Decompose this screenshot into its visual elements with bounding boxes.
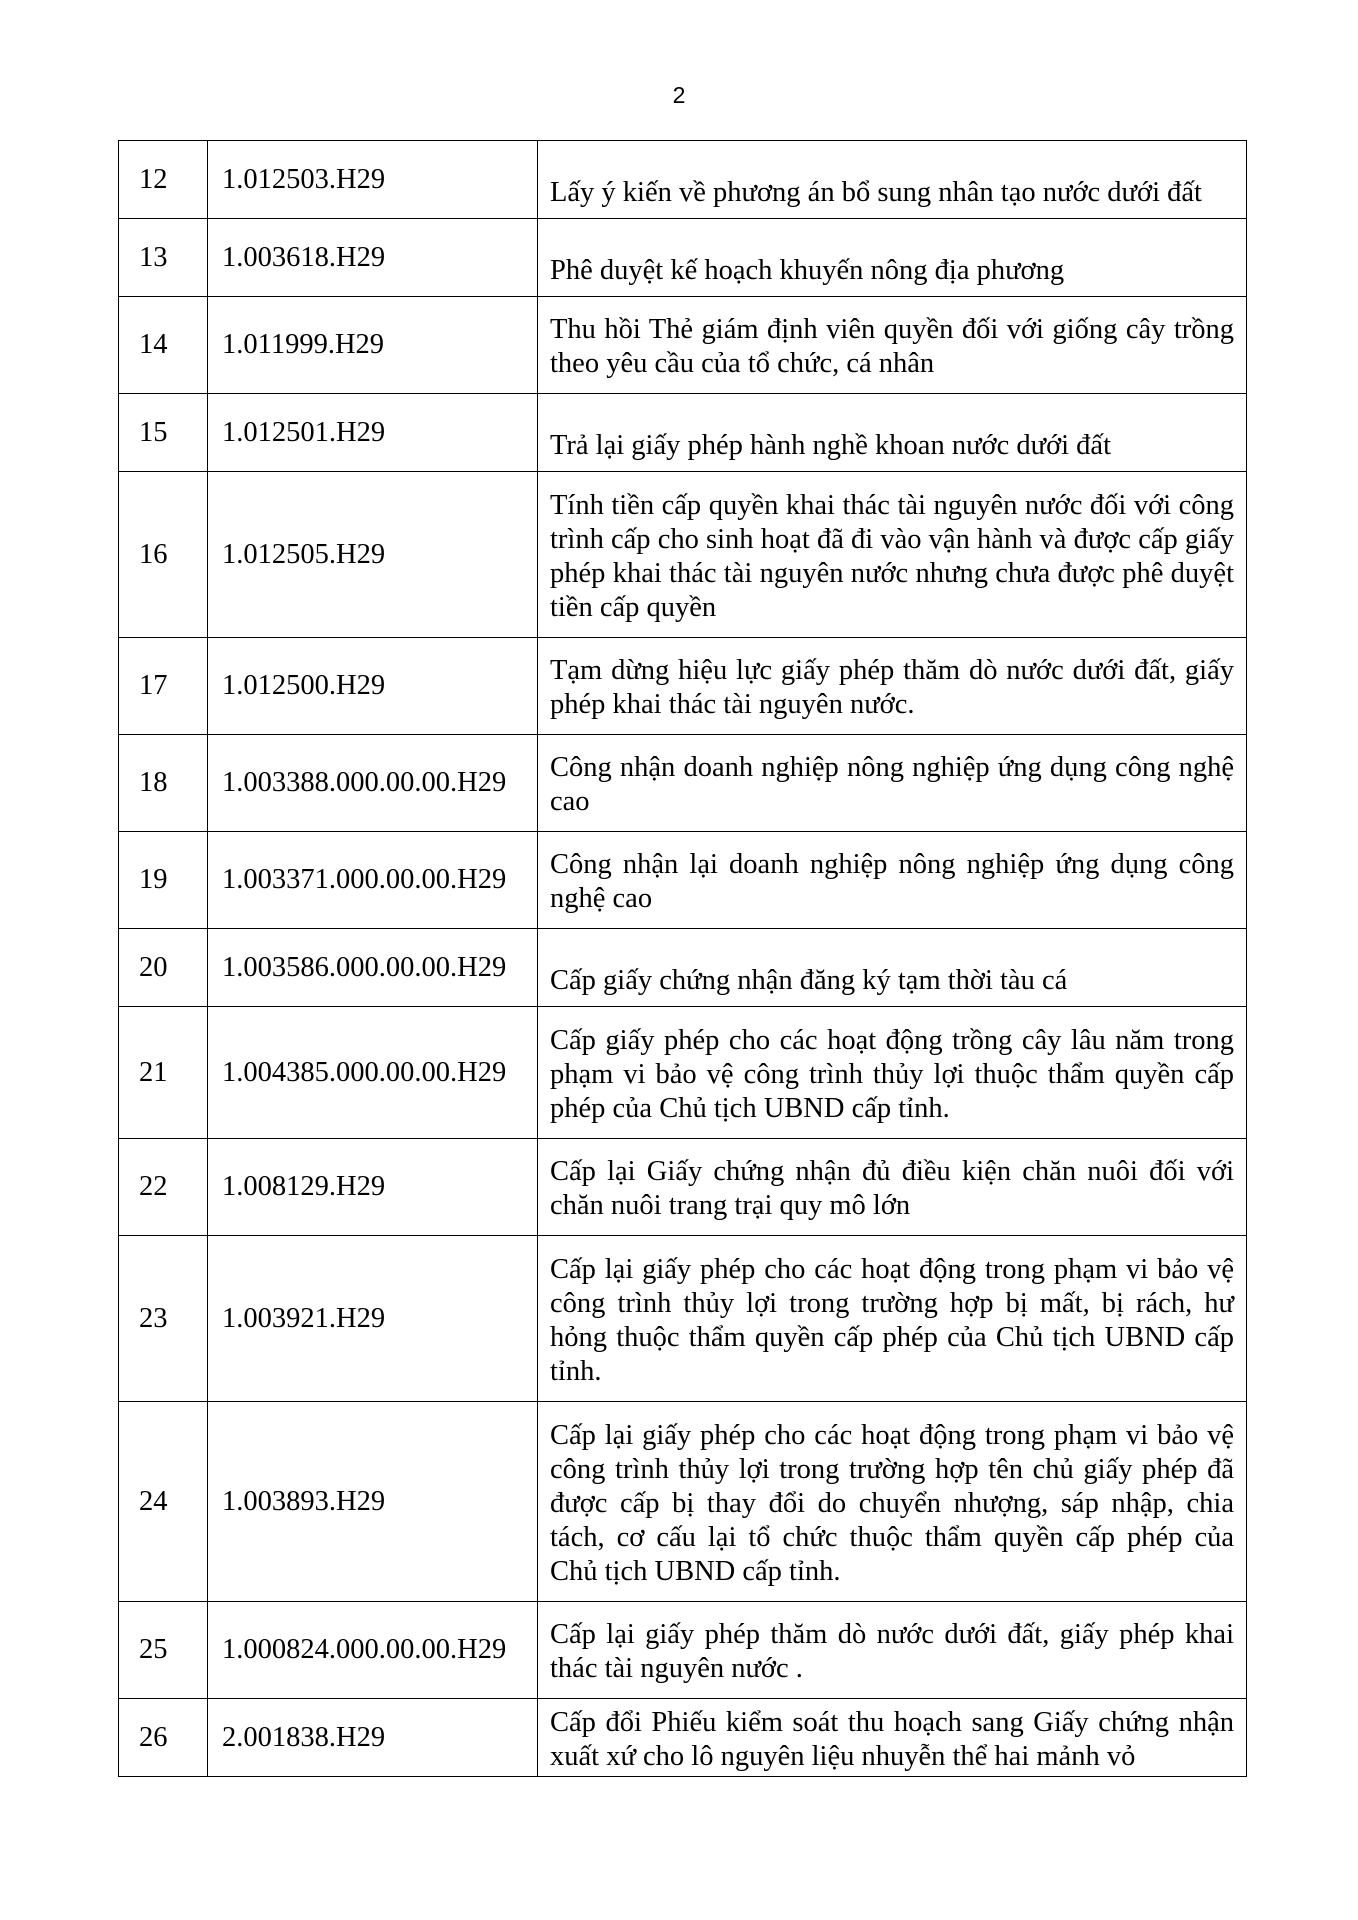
row-number-cell: 24: [119, 1402, 208, 1602]
procedure-name-cell: Cấp lại giấy phép cho các hoạt động trong phạm vi bảo vệ công trình thủy lợi trong trường hợp bị mất, bị rách, hư hỏng thuộc thẩm quyền cấp phép của Chủ tịch UBND cấp tỉnh.: [538, 1236, 1247, 1402]
row-number-cell: 14: [119, 297, 208, 394]
procedure-name-cell: Trả lại giấy phép hành nghề khoan nước dưới đất: [538, 394, 1247, 472]
page-number: 2: [672, 82, 686, 108]
procedure-name-cell: Cấp giấy phép cho các hoạt động trồng cây lâu năm trong phạm vi bảo vệ công trình thủy lợi thuộc thẩm quyền cấp phép của Chủ tịch UBND cấp tỉnh.: [538, 1007, 1247, 1139]
procedure-code-cell: 1.003388.000.00.00.H29: [208, 735, 538, 832]
table-body: [119, 141, 1247, 1777]
row-number-cell: 25: [119, 1602, 208, 1699]
row-number-cell: 16: [119, 472, 208, 638]
procedure-code-cell: 1.004385.000.00.00.H29: [208, 1007, 538, 1139]
table-row: [119, 219, 1247, 297]
procedure-code-cell: 1.003921.H29: [208, 1236, 538, 1402]
procedure-code-cell: 1.011999.H29: [208, 297, 538, 394]
procedure-name-cell: Phê duyệt kế hoạch khuyến nông địa phương: [538, 219, 1247, 297]
procedure-name-cell: Cấp lại Giấy chứng nhận đủ điều kiện chăn nuôi đối với chăn nuôi trang trại quy mô lớn: [538, 1139, 1247, 1236]
procedure-name-cell: Công nhận lại doanh nghiệp nông nghiệp ứng dụng công nghệ cao: [538, 832, 1247, 929]
row-number-cell: 22: [119, 1139, 208, 1236]
procedure-code-cell: 1.003586.000.00.00.H29: [208, 929, 538, 1007]
procedure-code-cell: 1.012503.H29: [208, 141, 538, 219]
procedure-name-cell: Thu hồi Thẻ giám định viên quyền đối với giống cây trồng theo yêu cầu của tổ chức, cá nhân: [538, 297, 1247, 394]
table-row: [119, 1402, 1247, 1602]
row-number-cell: 18: [119, 735, 208, 832]
table-row: [119, 297, 1247, 394]
row-number-cell: 20: [119, 929, 208, 1007]
row-number-cell: 26: [119, 1699, 208, 1777]
procedure-name-cell: Tạm dừng hiệu lực giấy phép thăm dò nước dưới đất, giấy phép khai thác tài nguyên nước.: [538, 638, 1247, 735]
procedure-name-cell: Công nhận doanh nghiệp nông nghiệp ứng dụng công nghệ cao: [538, 735, 1247, 832]
procedure-code-cell: 1.012500.H29: [208, 638, 538, 735]
procedure-name-cell: Lấy ý kiến về phương án bổ sung nhân tạo nước dưới đất: [538, 141, 1247, 219]
procedure-code-cell: 1.008129.H29: [208, 1139, 538, 1236]
table-row: [119, 472, 1247, 638]
table-row: [119, 1139, 1247, 1236]
row-number-cell: 19: [119, 832, 208, 929]
row-number-cell: 12: [119, 141, 208, 219]
row-number-cell: 13: [119, 219, 208, 297]
procedure-name-cell: Cấp lại giấy phép thăm dò nước dưới đất, giấy phép khai thác tài nguyên nước .: [538, 1602, 1247, 1699]
table-row: [119, 141, 1247, 219]
table-row: [119, 394, 1247, 472]
procedure-name-cell: Cấp lại giấy phép cho các hoạt động trong phạm vi bảo vệ công trình thủy lợi trong trường hợp tên chủ giấy phép đã được cấp bị thay đổi do chuyển nhượng, sáp nhập, chia tách, cơ cấu lại tổ chức thuộc thẩm quyền cấp phép của Chủ tịch UBND cấp tỉnh.: [538, 1402, 1247, 1602]
row-number-cell: 15: [119, 394, 208, 472]
table-row: [119, 1007, 1247, 1139]
row-number-cell: 21: [119, 1007, 208, 1139]
procedure-code-cell: 1.003618.H29: [208, 219, 538, 297]
table-row: [119, 735, 1247, 832]
table-row: [119, 1236, 1247, 1402]
procedure-code-cell: 1.000824.000.00.00.H29: [208, 1602, 538, 1699]
procedure-name-cell: Cấp giấy chứng nhận đăng ký tạm thời tàu cá: [538, 929, 1247, 1007]
procedure-code-cell: 2.001838.H29: [208, 1699, 538, 1777]
procedure-name-cell: Cấp đổi Phiếu kiểm soát thu hoạch sang Giấy chứng nhận xuất xứ cho lô nguyên liệu nhuyễn thể hai mảnh vỏ: [538, 1699, 1247, 1777]
row-number-cell: 17: [119, 638, 208, 735]
procedure-name-cell: Tính tiền cấp quyền khai thác tài nguyên nước đối với công trình cấp cho sinh hoạt đã đi vào vận hành và được cấp giấy phép khai thác tài nguyên nước nhưng chưa được phê duyệt tiền cấp quyền: [538, 472, 1247, 638]
procedure-code-cell: 1.003371.000.00.00.H29: [208, 832, 538, 929]
table-row: [119, 832, 1247, 929]
procedure-code-cell: 1.003893.H29: [208, 1402, 538, 1602]
row-number-cell: 23: [119, 1236, 208, 1402]
table-row: [119, 1602, 1247, 1699]
procedure-table: [118, 140, 1247, 1777]
table-row: [119, 1699, 1247, 1777]
table-row: [119, 638, 1247, 735]
table-row: [119, 929, 1247, 1007]
procedure-code-cell: 1.012505.H29: [208, 472, 538, 638]
procedure-code-cell: 1.012501.H29: [208, 394, 538, 472]
